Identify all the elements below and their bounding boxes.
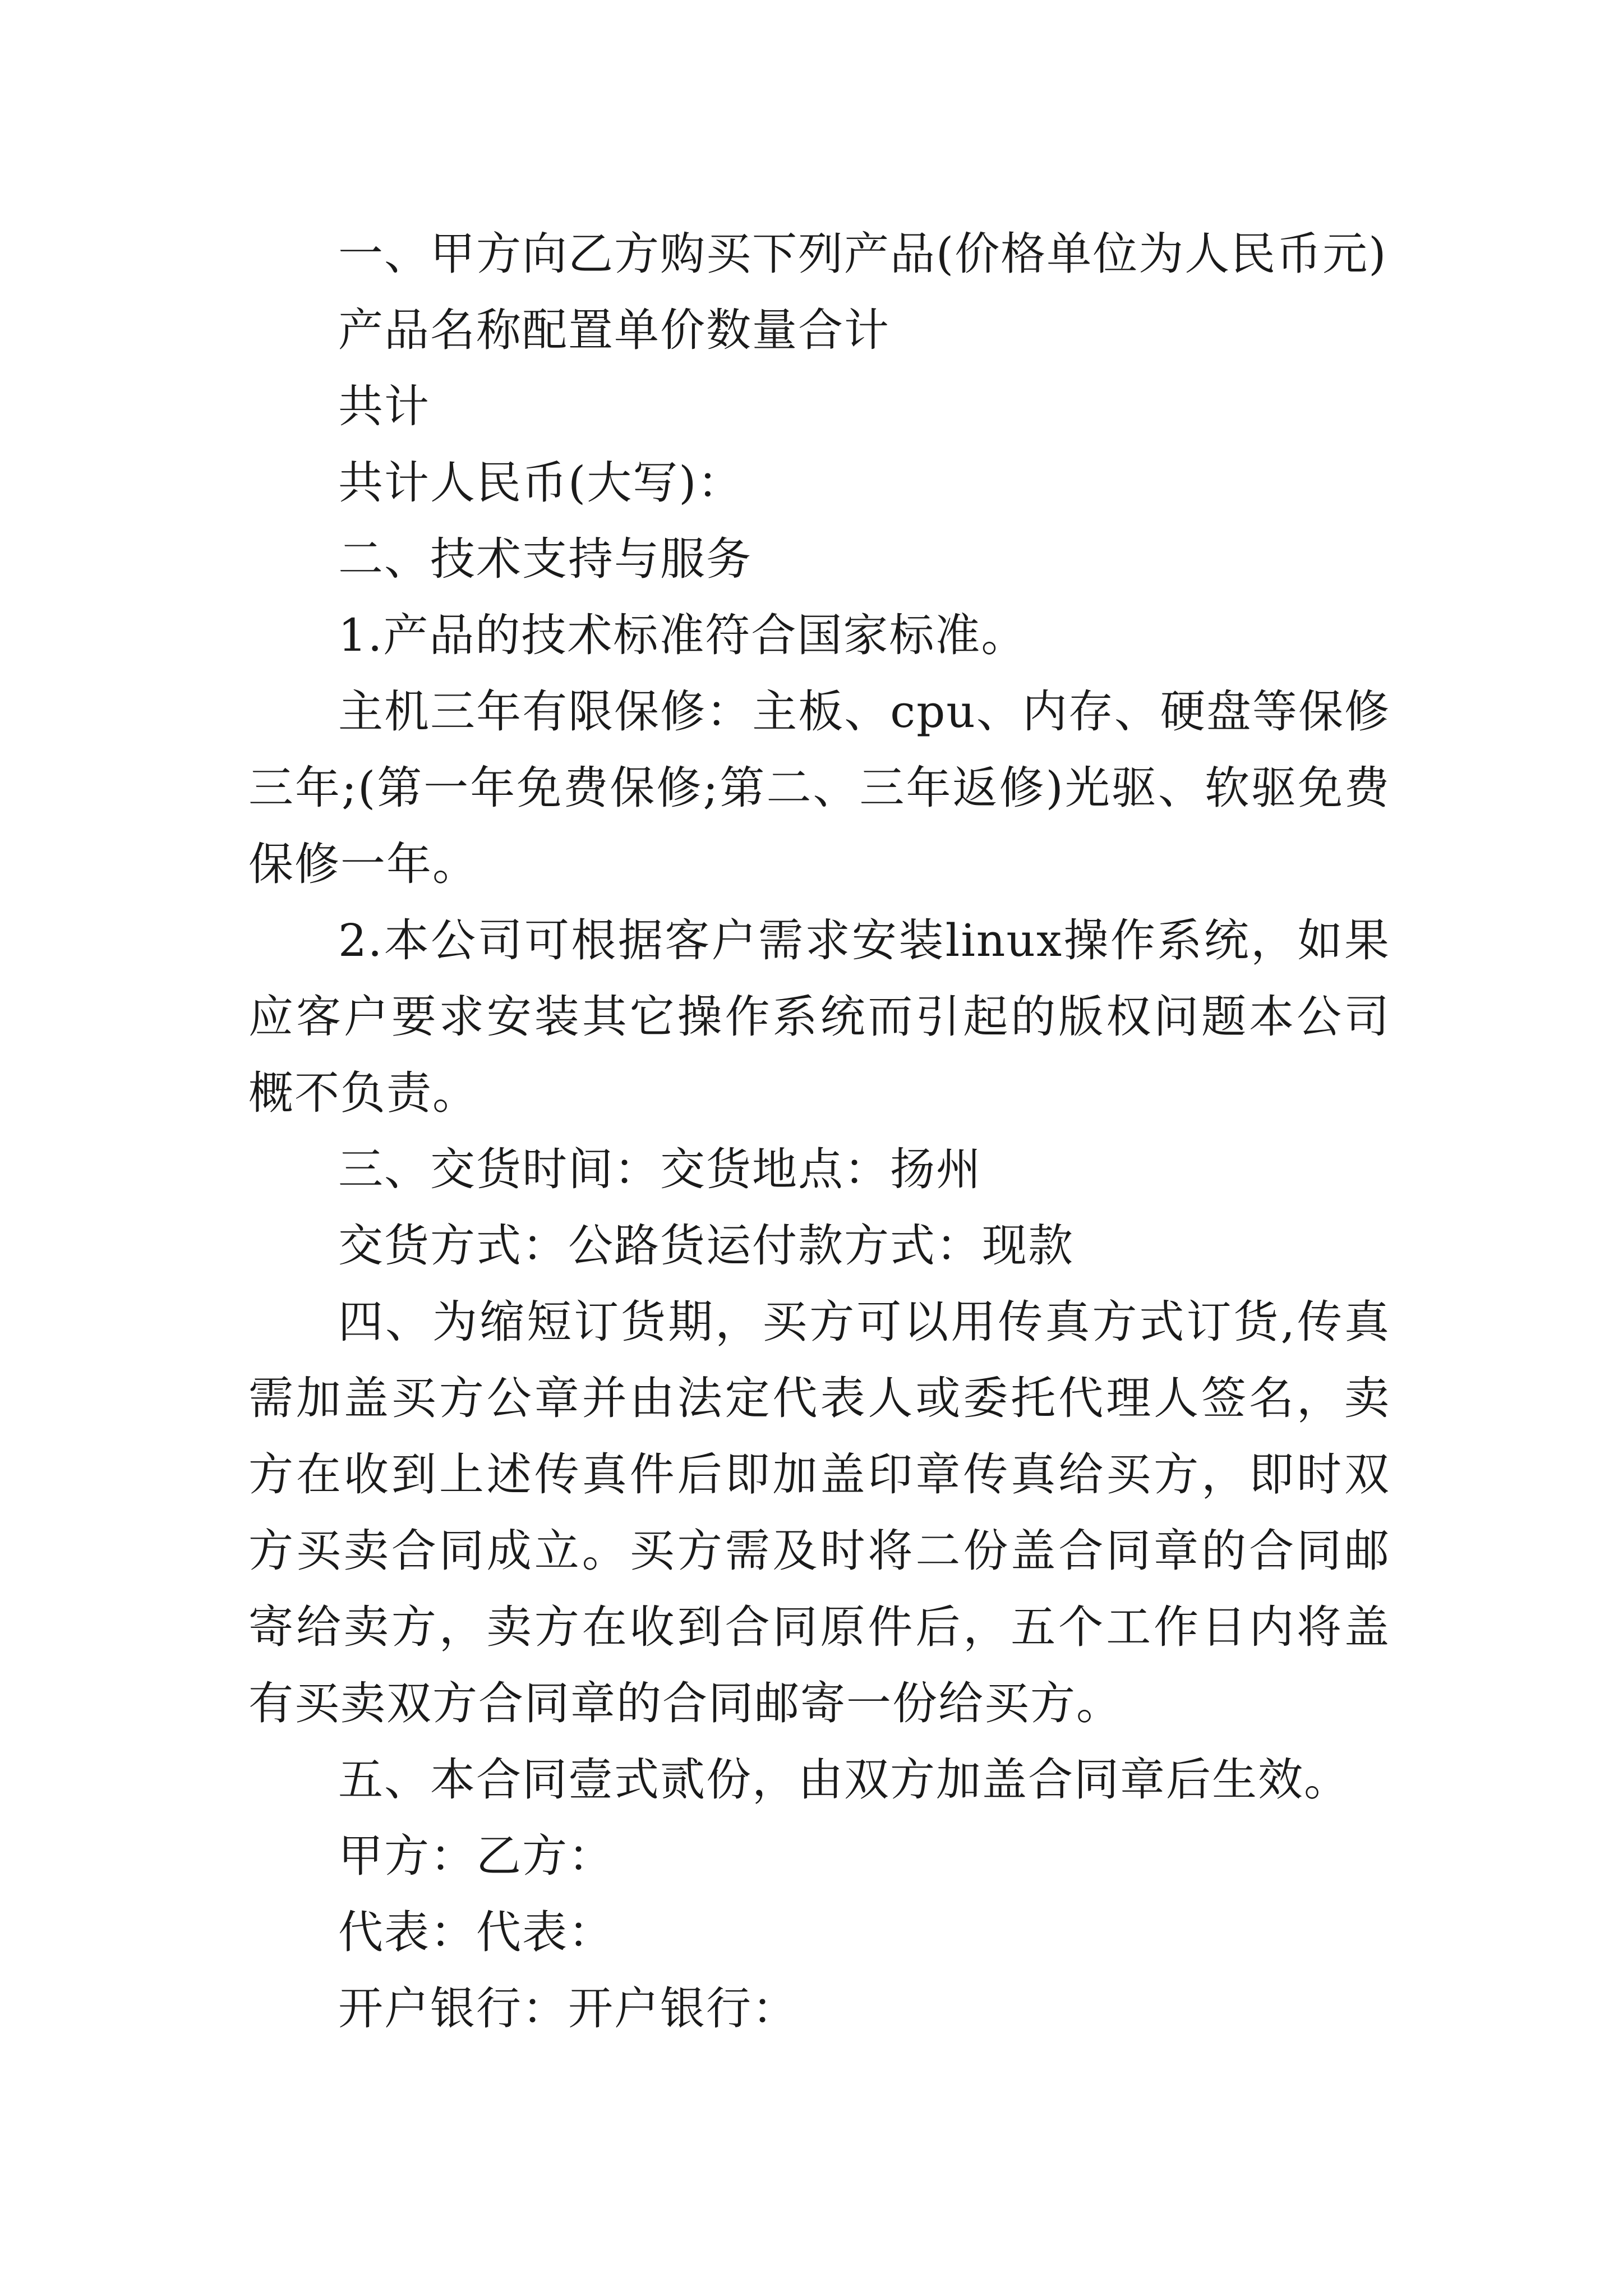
representatives-line: 代表：代表： [338, 1906, 614, 1958]
product-table-header: 产品名称配置单价数量合计 [338, 304, 890, 356]
section-5-copies-clause: 五、本合同壹式贰份，由双方加盖合同章后生效。 [338, 1754, 1350, 1806]
section-2-heading: 二、技术支持与服务 [338, 533, 752, 585]
bank-accounts-line: 开户银行：开户银行： [338, 1982, 798, 2035]
warranty-clause: 主机三年有限保修：主板、cpu、内存、硬盘等保修三年;(第一年免费保修;第二、三年返修)光驱、软驱免费保修一年。 [248, 685, 1390, 890]
total-rmb-uppercase-label: 共计人民币(大写)： [338, 457, 744, 509]
party-a-party-b-line: 甲方：乙方： [338, 1830, 614, 1882]
total-label: 共计 [338, 380, 430, 432]
section-3-delivery-time-place: 三、交货时间：交货地点：扬州 [338, 1143, 982, 1195]
section-1-heading: 一、甲方向乙方购买下列产品(价格单位为人民币元) [338, 228, 1387, 280]
technical-standard-clause: 1.产品的技术标准符合国家标准。 [338, 609, 1027, 661]
os-installation-clause: 2.本公司可根据客户需求安装linux操作系统，如果应客户要求安装其它操作系统而引起的版权问题本公司概不负责。 [248, 914, 1390, 1119]
delivery-payment-method: 交货方式：公路货运付款方式：现款 [338, 1220, 1074, 1272]
section-4-fax-order-clause: 四、为缩短订货期，买方可以用传真方式订货,传真需加盖买方公章并由法定代表人或委托代理人签名，卖方在收到上述传真件后即加盖印章传真给买方，即时双方买卖合同成立。买方需及时将二份盖合同章的合同邮寄给卖方，卖方在收到合同原件后，五个工作日内将盖有买卖双方合同章的合同邮寄一份给买方。 [248, 1296, 1390, 1729]
document-body [248, 216, 1390, 2047]
